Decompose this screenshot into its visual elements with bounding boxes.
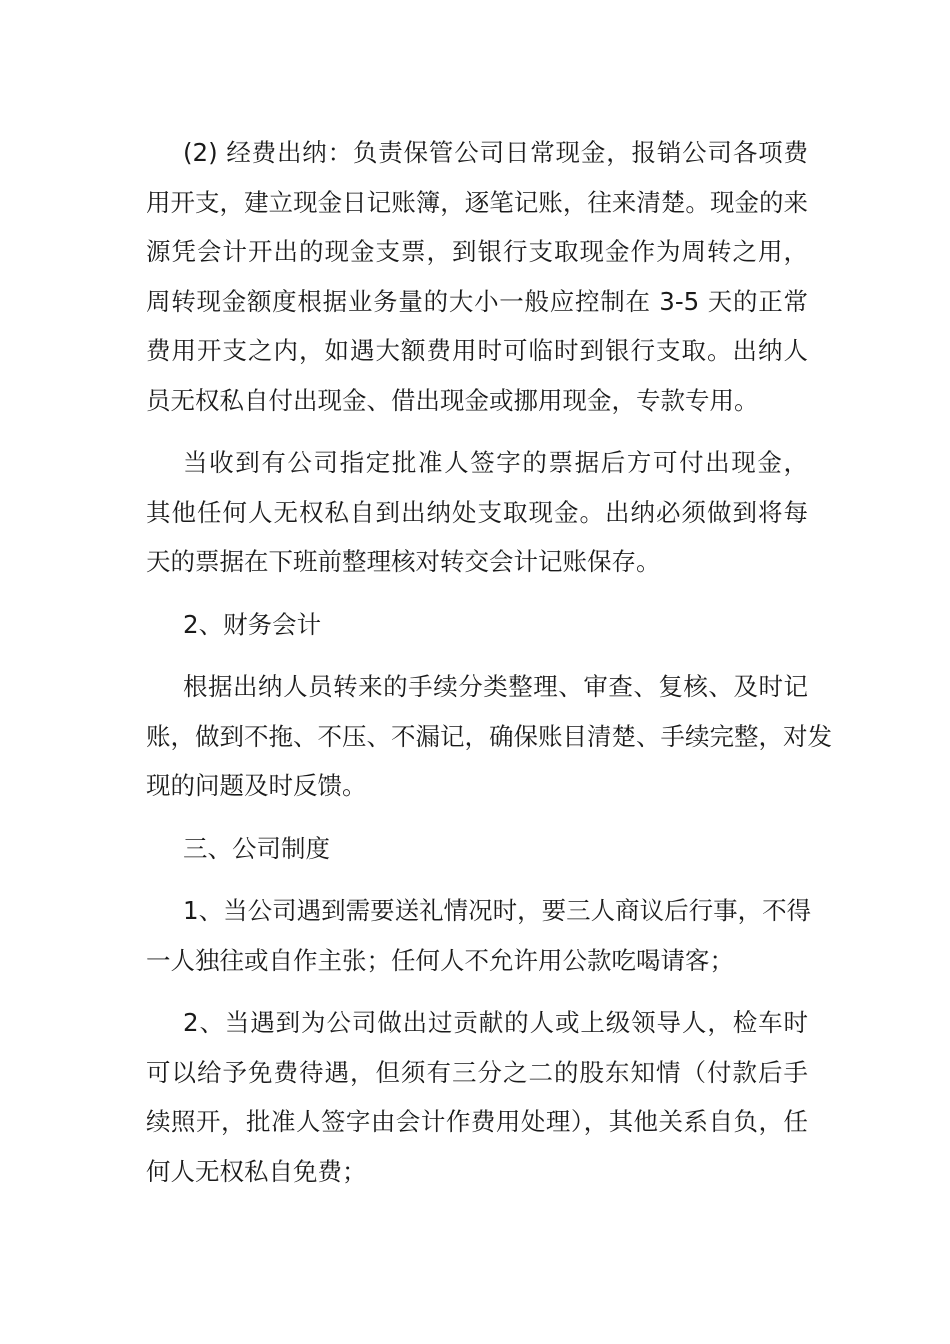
text-line: 续照开，批准人签字由会计作费用处理），其他关系自负，任 [146,1107,808,1136]
text-line: 一人独往或自作主张；任何人不允许用公款吃喝请客； [146,945,734,975]
text-line: (2) 经费出纳：负责保管公司日常现金，报销公司各项费 [183,138,808,167]
text-line: 天的票据在下班前整理核对转交会计记账保存。 [146,547,661,576]
text-line: 根据出纳人员转来的手续分类整理、审查、复核、及时记 [183,672,808,701]
paragraph-rule-free-service [146,998,808,1196]
text-line: 周转现金额度根据业务量的大小一般应控制在 3-5 天的正常 [146,286,808,316]
paragraph-accounting-duties [146,662,832,811]
paragraph-cashier-duties [146,128,808,425]
text-line: 其他任何人无权私自到出纳处支取现金。出纳必须做到将每 [146,497,808,527]
paragraph-cash-payment [146,438,808,587]
text-line: 源凭会计开出的现金支票，到银行支取现金作为周转之用， [146,237,808,266]
text-line: 现的问题及时反馈。 [146,771,367,800]
text-line: 2、当遇到为公司做出过贡献的人或上级领导人，检车时 [183,1008,808,1037]
text-line: 用开支，建立现金日记账簿，逐笔记账，往来清楚。现金的来 [146,187,808,217]
section-heading-company-rules: 三、公司制度 [183,833,330,863]
text-line: 员无权私自付出现金、借出现金或挪用现金，专款专用。 [146,385,759,415]
text-line: 账，做到不拖、不压、不漏记，确保账目清楚、手续完整，对发 [146,721,832,751]
text-line: 费用开支之内，如遇大额费用时可临时到银行支取。出纳人 [146,336,808,365]
section-heading-financial-accounting: 2、财务会计 [183,609,322,639]
text-line: 当收到有公司指定批准人签字的票据后方可付出现金， [183,448,808,477]
paragraph-rule-gifts [146,886,812,985]
text-line: 可以给予免费待遇，但须有三分之二的股东知情（付款后手 [146,1057,808,1087]
text-line: 何人无权私自免费； [146,1156,367,1186]
document-page [146,128,832,1209]
text-line: 1、当公司遇到需要送礼情况时，要三人商议后行事，不得 [183,896,812,925]
